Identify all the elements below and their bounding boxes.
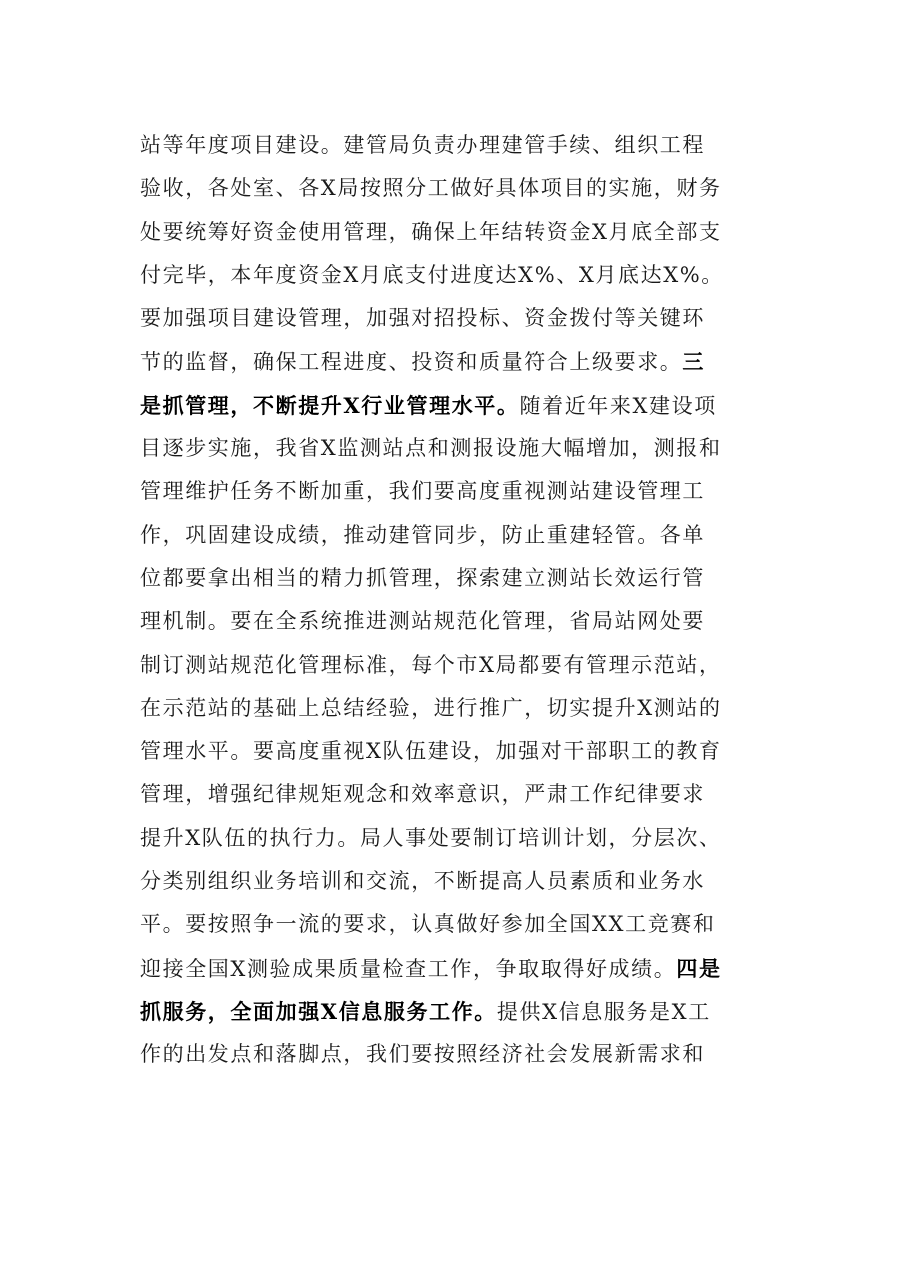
text-segment: 理机制。要在全系统推进测站规范化管理，省局站网处要 [140,609,705,634]
bold-text-segment: 是抓管理，不断提升X行业管理水平。 [140,392,520,418]
text-segment: 管理维护任务不断加重，我们要高度重视测站建设管理工 [140,479,705,504]
text-line [140,860,780,903]
text-line [140,1033,780,1076]
text-line [140,427,780,470]
text-segment: 位都要拿出相当的精力抓管理，探索建立测站长效运行管 [140,565,705,590]
text-line [140,903,780,946]
text-segment: 平。要按照争一流的要求，认真做好参加全国XX工竞赛和 [140,912,716,937]
text-line [140,211,780,254]
text-line [140,167,780,210]
text-line [140,687,780,730]
text-line [140,600,780,643]
text-segment: 节的监督，确保工程进度、投资和质量符合上级要求。 [140,350,683,375]
text-segment: 验收，各处室、各X局按照分工做好具体项目的实施，财务 [140,176,722,201]
text-line [140,644,780,687]
bold-text-segment: 四是 [676,955,722,981]
text-line [140,990,780,1033]
text-segment: 在示范站的基础上总结经验，进行推广，切实提升X测站的 [140,695,722,720]
body-text [140,124,780,1077]
text-segment: 迎接全国X测验成果质量检查工作，争取取得好成绩。 [140,956,677,981]
text-segment: 作，巩固建设成绩，推动建管同步，防止重建轻管。各单 [140,522,705,547]
text-segment: 目逐步实施，我省X监测站点和测报设施大幅增加，测报和 [140,436,722,461]
text-line [140,730,780,773]
text-segment: 要加强项目建设管理，加强对招投标、资金拨付等关键环 [140,306,705,331]
text-line [140,817,780,860]
text-line [140,470,780,513]
text-segment: 管理，增强纪律规矩观念和效率意识，严肃工作纪律要求 [140,782,705,807]
text-line [140,297,780,340]
text-line [140,340,780,383]
text-segment: 制订测站规范化管理标准，每个市X局都要有管理示范站， [140,652,722,677]
text-segment: 提升X队伍的执行力。局人事处要制订培训计划，分层次、 [140,825,722,850]
bold-text-segment: 三 [682,349,706,375]
text-segment: 付完毕，本年度资金X月底支付进度达X%、X月底达X%。 [140,262,724,287]
text-segment: 处要统筹好资金使用管理，确保上年结转资金X月底全部支 [140,219,722,244]
text-segment: 作的出发点和落脚点，我们要按照经济社会发展新需求和 [140,1042,705,1067]
text-line [140,514,780,557]
text-line [140,124,780,167]
text-line [140,557,780,600]
text-segment: 随着近年来X建设项 [519,393,717,418]
text-line [140,254,780,297]
text-segment: 管理水平。要高度重视X队伍建设，加强对干部职工的教育 [140,739,722,764]
text-segment: 站等年度项目建设。建管局负责办理建管手续、组织工程 [140,133,705,157]
text-line [140,773,780,816]
text-segment: 分类别组织业务培训和交流，不断提高人员素质和业务水 [140,869,705,894]
text-line [140,947,780,990]
bold-text-segment: 抓服务，全面加强X信息服务工作。 [140,998,497,1024]
text-line [140,384,780,427]
text-segment: 提供X信息服务是X工 [496,999,711,1024]
